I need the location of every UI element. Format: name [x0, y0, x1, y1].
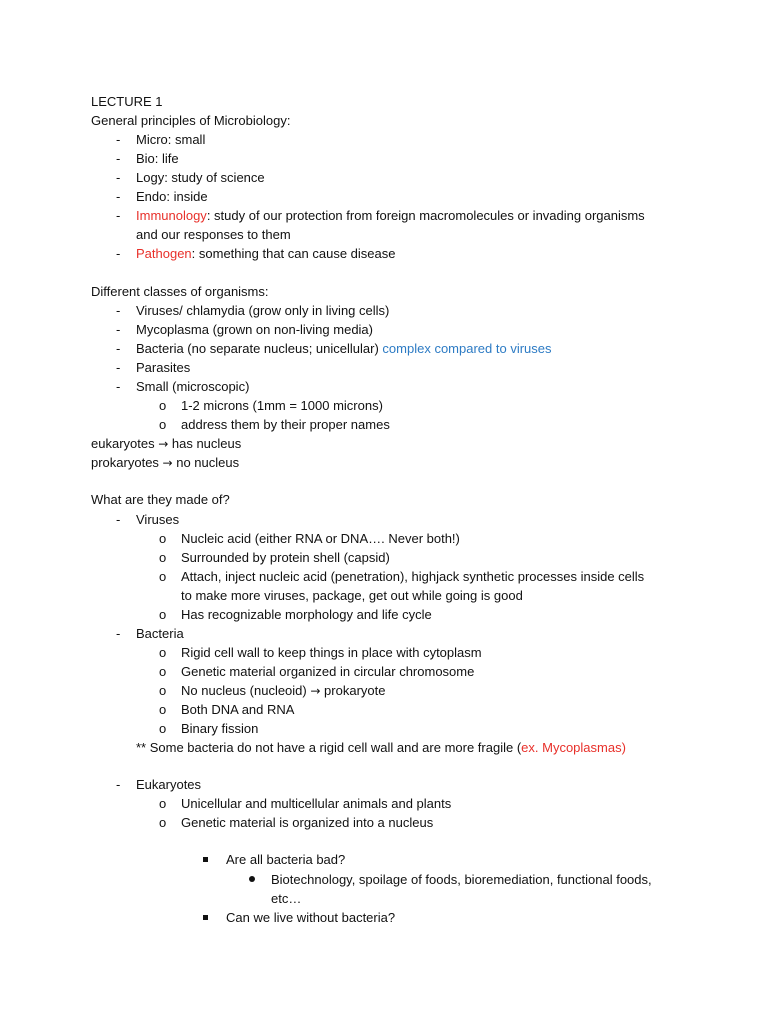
question-item: Are all bacteria bad?: [226, 852, 346, 867]
section-heading-principles: General principles of Microbiology:: [91, 113, 291, 128]
arrow-right-icon: →: [310, 684, 321, 698]
sub-list-item-nucleoid: [181, 683, 385, 699]
list-item-bacteria: [136, 341, 552, 357]
list-item: Endo: inside: [136, 189, 208, 204]
sub-list-item: Binary fission: [181, 721, 259, 736]
sub-list-item: Has recognizable morphology and life cycle: [181, 607, 432, 622]
list-item: Mycoplasma (grown on non-living media): [136, 322, 373, 337]
dash-marker: -: [116, 322, 121, 337]
dash-marker: -: [116, 360, 121, 375]
bacteria-note: complex compared to viruses: [382, 341, 552, 356]
immunology-term: Immunology: [136, 208, 207, 223]
arrow-right-icon: →: [162, 456, 173, 470]
sub-list-item: Nucleic acid (either RNA or DNA…. Never both!): [181, 531, 460, 546]
immunology-definition: : study of our protection from foreign macromolecules or invading organisms: [206, 208, 645, 223]
list-item: Parasites: [136, 360, 191, 375]
circle-marker: o: [159, 664, 167, 679]
list-item: Micro: small: [136, 132, 206, 147]
sub-list-item: 1-2 microns (1mm = 1000 microns): [181, 398, 383, 413]
circle-marker: o: [159, 569, 167, 584]
prokaryotes-line: [91, 455, 239, 471]
list-item-bacteria-label: Bacteria: [136, 626, 184, 641]
pathogen-term: Pathogen: [136, 246, 192, 261]
nucleoid-text: No nucleus (nucleoid): [181, 683, 311, 698]
bacteria-note-line: [136, 740, 626, 756]
list-item: Viruses/ chlamydia (grow only in living cells): [136, 303, 390, 318]
eukaryotes-line: [91, 436, 241, 452]
question-item: Can we live without bacteria?: [226, 910, 396, 925]
prokaryotes-desc: no nucleus: [172, 455, 240, 470]
round-bullet-icon: [249, 872, 255, 888]
answer-item-continued: etc…: [271, 891, 302, 906]
arrow-right-icon: →: [158, 437, 169, 451]
immunology-definition-continued: and our responses to them: [136, 227, 291, 242]
dash-marker: -: [116, 303, 121, 318]
list-item-eukaryotes: Eukaryotes: [136, 777, 202, 792]
lecture-title: LECTURE 1: [91, 94, 163, 109]
list-item-viruses: Viruses: [136, 512, 180, 527]
circle-marker: o: [159, 796, 167, 811]
answer-item: Biotechnology, spoilage of foods, bioremediation, functional foods,: [271, 872, 652, 887]
circle-marker: o: [159, 531, 167, 546]
sub-list-item: Rigid cell wall to keep things in place with cytoplasm: [181, 645, 482, 660]
circle-marker: o: [159, 721, 167, 736]
circle-marker: o: [159, 398, 167, 413]
dash-marker: -: [116, 626, 121, 641]
eukaryotes-desc: has nucleus: [168, 436, 242, 451]
dash-marker: -: [116, 189, 121, 204]
dash-marker: -: [116, 132, 121, 147]
dash-marker: -: [116, 170, 121, 185]
prokaryotes-label: prokaryotes: [91, 455, 163, 470]
prokaryote-text: prokaryote: [324, 683, 386, 698]
circle-marker: o: [159, 815, 167, 830]
circle-marker: o: [159, 702, 167, 717]
dash-marker: -: [116, 341, 121, 356]
list-item-pathogen: [136, 246, 395, 262]
sub-list-item: Unicellular and multicellular animals and plants: [181, 796, 452, 811]
dash-marker: -: [116, 151, 121, 166]
sub-list-item: Surrounded by protein shell (capsid): [181, 550, 390, 565]
dash-marker: -: [116, 512, 121, 527]
sub-list-item: Both DNA and RNA: [181, 702, 295, 717]
dash-marker: -: [116, 379, 121, 394]
sub-list-item: Attach, inject nucleic acid (penetration), highjack synthetic processes inside cells: [181, 569, 645, 584]
circle-marker: o: [159, 607, 167, 622]
pathogen-definition: : something that can cause disease: [191, 246, 396, 261]
square-bullet-icon: [203, 910, 208, 926]
eukaryotes-label: eukaryotes: [91, 436, 159, 451]
sub-list-item-continued: to make more viruses, package, get out while going is good: [181, 588, 523, 603]
dash-marker: -: [116, 246, 121, 261]
list-item: Bio: life: [136, 151, 179, 166]
dash-marker: -: [116, 777, 121, 792]
bacteria-fragile-note: ** Some bacteria do not have a rigid cell wall and are more fragile (: [136, 740, 522, 755]
sub-list-item: Genetic material is organized into a nucleus: [181, 815, 434, 830]
sub-list-item: Genetic material organized in circular chromosome: [181, 664, 475, 679]
bacteria-text: Bacteria (no separate nucleus; unicellular): [136, 341, 383, 356]
circle-marker: o: [159, 645, 167, 660]
section-heading-classes: Different classes of organisms:: [91, 284, 269, 299]
circle-marker: o: [159, 683, 167, 698]
mycoplasma-example: ex. Mycoplasmas): [521, 740, 626, 755]
list-item-immunology: [136, 208, 645, 224]
sub-list-item: address them by their proper names: [181, 417, 390, 432]
circle-marker: o: [159, 417, 167, 432]
list-item: Small (microscopic): [136, 379, 250, 394]
section-heading-made-of: What are they made of?: [91, 492, 230, 507]
dash-marker: -: [116, 208, 121, 223]
list-item: Logy: study of science: [136, 170, 265, 185]
square-bullet-icon: [203, 852, 208, 868]
circle-marker: o: [159, 550, 167, 565]
